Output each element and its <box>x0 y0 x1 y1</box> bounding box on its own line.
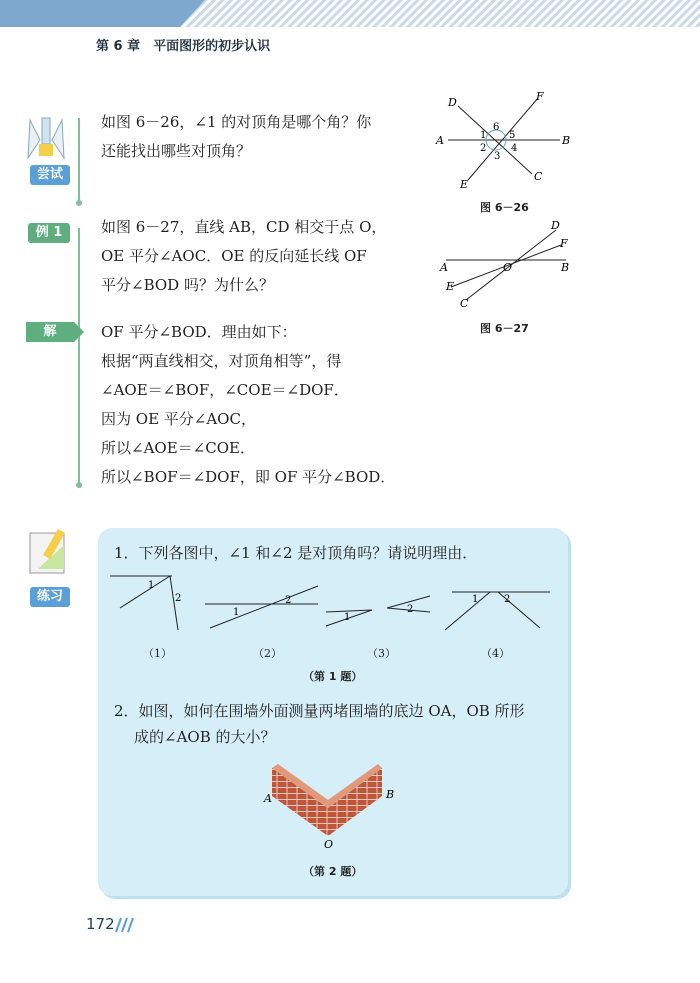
question-2-line-2: 成的∠AOB 的大小？ <box>134 728 276 746</box>
q2-caption: （第 2 题） <box>303 865 363 878</box>
figure-6-26 <box>430 88 580 198</box>
try-line-2: 还能找出哪些对顶角？ <box>101 142 252 160</box>
figure-6-27-caption: 图 6－27 <box>480 322 529 335</box>
solution-line-5: 所以∠AOE＝∠COE． <box>101 439 255 457</box>
figure-6-26-caption: 图 6－26 <box>480 201 529 214</box>
page-number: 172 <box>86 915 115 933</box>
try-tag: 尝试 <box>30 165 70 185</box>
header-band <box>0 0 700 27</box>
fig27-label-F: F <box>560 237 568 250</box>
try-illustration <box>16 110 76 165</box>
fig26-label-D: D <box>448 96 457 109</box>
fig27-label-A: A <box>440 261 448 274</box>
solution-line-4: 因为 OE 平分∠AOC， <box>101 410 256 428</box>
solution-line-6: 所以∠BOF＝∠DOF，即 OF 平分∠BOD． <box>101 468 396 486</box>
wall-label-B: B <box>386 788 395 801</box>
practice-illustration <box>24 525 74 580</box>
page-number-slashes <box>112 917 134 933</box>
figure-6-27 <box>436 215 586 315</box>
q1-sublabel-1: （1） <box>143 647 172 660</box>
q1-fig4-angle-1: 1 <box>472 594 479 605</box>
q1-caption: （第 1 题） <box>303 670 363 683</box>
fig27-label-O: O <box>503 261 513 274</box>
try-rail <box>78 118 80 203</box>
fig26-angle-4: 4 <box>511 143 518 154</box>
q1-fig1-angle-1: 1 <box>148 580 155 591</box>
example-tag: 例 1 <box>28 223 70 243</box>
fig26-angle-3: 3 <box>494 151 501 162</box>
fig26-angle-5: 5 <box>509 130 516 141</box>
q1-fig2-angle-2: 2 <box>285 595 292 606</box>
wall-label-A: A <box>264 792 272 805</box>
practice-tag: 练习 <box>30 587 70 607</box>
example-rail-dot <box>76 482 82 488</box>
q1-fig1-angle-2: 2 <box>175 593 182 604</box>
try-line-1: 如图 6－26，∠1 的对顶角是哪个角？你 <box>101 113 372 131</box>
question-2-line-1: 2．如图，如何在围墙外面测量两堵围墙的底边 OA，OB 所形 <box>114 702 525 720</box>
wall-illustration <box>262 758 402 848</box>
fig26-label-B: B <box>562 134 571 147</box>
example-rail <box>78 228 80 486</box>
wall-label-O: O <box>324 838 334 848</box>
fig26-angle-6: 6 <box>493 122 500 133</box>
q1-fig3-angle-1: 1 <box>344 612 351 623</box>
fig26-angle-2: 2 <box>480 143 487 154</box>
solution-tag: 解 <box>43 324 57 339</box>
fig27-label-C: C <box>460 297 469 310</box>
fig26-label-C: C <box>534 170 543 183</box>
q1-fig4-angle-2: 2 <box>504 594 511 605</box>
q1-sublabel-2: （2） <box>253 647 282 660</box>
example-line-3: 平分∠BOD 吗？为什么？ <box>101 276 274 294</box>
solution-line-2: 根据“两直线相交，对顶角相等”，得 <box>101 352 342 370</box>
fig26-label-A: A <box>436 134 444 147</box>
fig26-label-F: F <box>536 90 544 103</box>
q1-fig2-angle-1: 1 <box>233 607 240 618</box>
example-line-1: 如图 6－27，直线 AB，CD 相交于点 O， <box>101 218 387 236</box>
q1-figures <box>100 568 560 638</box>
fig27-label-E: E <box>446 280 455 293</box>
solution-line-1: OF 平分∠BOD．理由如下： <box>101 323 297 341</box>
fig26-angle-1: 1 <box>480 130 487 141</box>
q1-fig3-angle-2: 2 <box>407 604 414 615</box>
chapter-title: 第 6 章 平面图形的初步认识 <box>96 39 271 54</box>
fig26-label-E: E <box>460 178 469 191</box>
solution-line-3: ∠AOE＝∠BOF，∠COE＝∠DOF． <box>101 381 349 399</box>
q1-sublabel-4: （4） <box>481 647 510 660</box>
example-line-2: OE 平分∠AOC．OE 的反向延长线 OF <box>101 247 367 265</box>
q1-sublabel-3: （3） <box>367 647 396 660</box>
try-rail-dot <box>76 200 82 206</box>
fig27-label-B: B <box>561 261 570 274</box>
question-1: 1．下列各图中，∠1 和∠2 是对顶角吗？请说明理由． <box>114 544 478 562</box>
fig27-label-D: D <box>551 219 560 232</box>
